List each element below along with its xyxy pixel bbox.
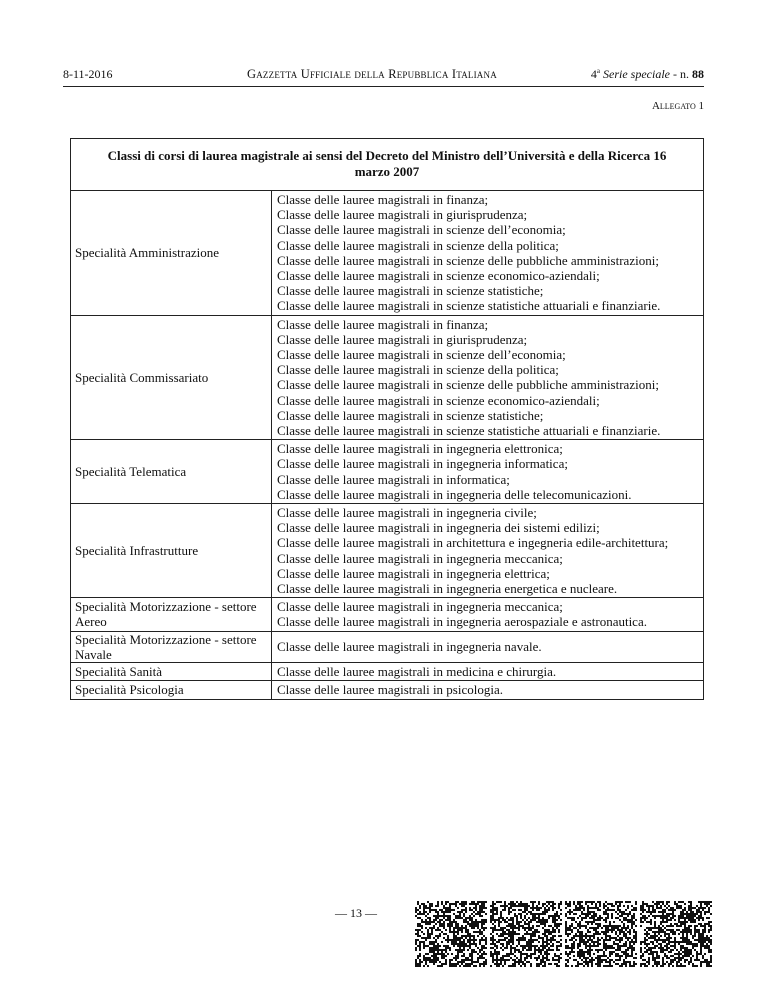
classes-table-body: [71, 139, 704, 700]
class-item: Classe delle lauree magistrali in scienze statistiche attuariali e finanziarie.: [277, 298, 661, 314]
serie-number-prefix: - n.: [673, 67, 689, 81]
class-item: Classe delle lauree magistrali in psicologia.: [277, 682, 503, 698]
specialty-cell: Specialità Psicologia: [71, 681, 272, 699]
class-item: Classe delle lauree magistrali in ingegneria delle telecomunicazioni.: [277, 486, 632, 502]
qr-code: [415, 901, 487, 967]
specialty-cell: Specialità Infrastrutture: [71, 504, 272, 598]
class-item: Classe delle lauree magistrali in ingegneria elettrica;: [277, 565, 550, 581]
qr-code: [565, 901, 637, 967]
serie-prefix: 4: [590, 67, 597, 81]
class-item: Classe delle lauree magistrali in ingegneria civile;: [277, 505, 537, 521]
classes-cell: [272, 631, 704, 662]
serie-text: Serie speciale: [603, 67, 670, 81]
class-item: Classe delle lauree magistrali in informatica;: [277, 471, 510, 487]
class-item: Classe delle lauree magistrali in ingegneria dei sistemi edilizi;: [277, 520, 600, 536]
specialty-cell: Specialità Commissariato: [71, 315, 272, 440]
specialty-cell: Specialità Motorizzazione - settore Aereo: [71, 598, 272, 631]
table-row: [71, 440, 704, 504]
classes-cell: [272, 663, 704, 681]
classes-cell: [272, 440, 704, 504]
classes-cell: [272, 681, 704, 699]
table-row: [71, 663, 704, 681]
class-item: Classe delle lauree magistrali in ingegneria meccanica;: [277, 599, 563, 615]
specialty-cell: Specialità Motorizzazione - settore Navale: [71, 631, 272, 662]
class-item: Classe delle lauree magistrali in ingegneria energetica e nucleare.: [277, 581, 618, 597]
class-item: Classe delle lauree magistrali in scienze statistiche;: [277, 407, 544, 423]
class-item: Classe delle lauree magistrali in ingegneria aerospaziale e astronautica.: [277, 614, 647, 630]
classes-cell: [272, 315, 704, 440]
class-item: Classe delle lauree magistrali in giurisprudenza;: [277, 331, 528, 347]
class-item: Classe delle lauree magistrali in ingegneria informatica;: [277, 456, 568, 472]
specialty-cell: Specialità Amministrazione: [71, 191, 272, 316]
classes-cell: [272, 504, 704, 598]
header-serie: [591, 67, 704, 82]
header-date: 8-11-2016: [63, 67, 113, 81]
table-title-row: [71, 139, 704, 191]
class-item: Classe delle lauree magistrali in scienze economico-aziendali;: [277, 268, 600, 284]
class-item: Classe delle lauree magistrali in giurisprudenza;: [277, 207, 528, 223]
class-item: Classe delle lauree magistrali in medicina e chirurgia.: [277, 664, 557, 680]
class-item: Classe delle lauree magistrali in scienze dell’economia;: [277, 347, 566, 363]
serie-sup: a: [596, 67, 601, 75]
class-item: Classe delle lauree magistrali in finanza;: [277, 192, 489, 207]
serie-number: 88: [692, 67, 704, 81]
header-publication: Gazzetta Ufficiale della Repubblica Italiana: [247, 67, 497, 81]
table-title: Classi di corsi di laurea magistrale ai sensi del Decreto del Ministro dell’Università e della Ricerca 16 marzo 2007: [71, 139, 704, 191]
specialty-cell: Specialità Sanità: [71, 663, 272, 681]
header-rule: [63, 86, 704, 87]
classes-cell: [272, 598, 704, 631]
class-item: Classe delle lauree magistrali in scienze dell’economia;: [277, 222, 566, 238]
table-row: [71, 191, 704, 316]
class-item: Classe delle lauree magistrali in finanza;: [277, 316, 489, 332]
classes-cell: [272, 191, 704, 316]
table-row: [71, 598, 704, 631]
class-item: Classe delle lauree magistrali in ingegneria elettronica;: [277, 441, 563, 457]
class-item: Classe delle lauree magistrali in architettura e ingegneria edile-architettura;: [277, 535, 669, 551]
classes-table: [70, 138, 704, 700]
allegato-label: Allegato 1: [651, 100, 704, 112]
class-item: Classe delle lauree magistrali in scienze economico-aziendali;: [277, 392, 600, 408]
class-item: Classe delle lauree magistrali in scienze delle pubbliche amministrazioni;: [277, 377, 659, 393]
qr-code: [640, 901, 712, 967]
table-row: [71, 315, 704, 440]
class-item: Classe delle lauree magistrali in scienze statistiche attuariali e finanziarie.: [277, 423, 661, 439]
table-row: [71, 681, 704, 699]
specialty-cell: Specialità Telematica: [71, 440, 272, 504]
class-item: Classe delle lauree magistrali in scienze della politica;: [277, 362, 559, 378]
qr-code: [490, 901, 562, 967]
page-number: — 13 —: [335, 906, 377, 920]
table-row: [71, 504, 704, 598]
class-item: Classe delle lauree magistrali in scienze delle pubbliche amministrazioni;: [277, 252, 659, 268]
table-row: [71, 631, 704, 662]
class-item: Classe delle lauree magistrali in ingegneria navale.: [277, 639, 542, 655]
class-item: Classe delle lauree magistrali in scienze della politica;: [277, 237, 559, 253]
class-item: Classe delle lauree magistrali in scienze statistiche;: [277, 283, 544, 299]
class-item: Classe delle lauree magistrali in ingegneria meccanica;: [277, 550, 563, 566]
